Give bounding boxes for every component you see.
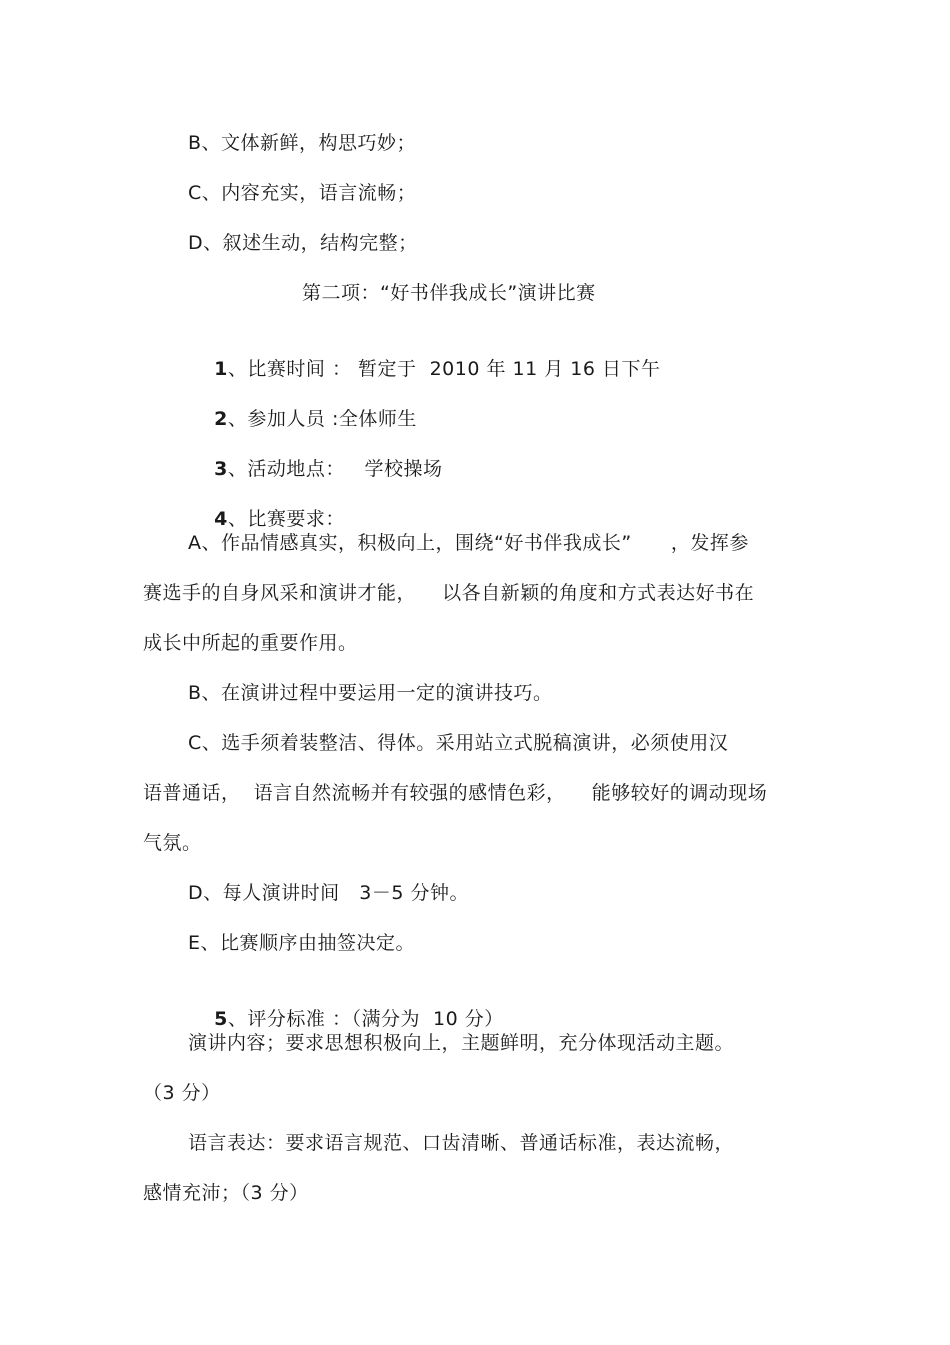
text-line: C、选手须着装整洁、得体。采用站立式脱稿演讲，必须使用汉 — [188, 732, 729, 754]
text-line: （3 分） — [143, 1082, 221, 1104]
text-line: 语言表达：要求语言规范、口齿清晰、普通话标准，表达流畅， — [188, 1132, 735, 1154]
text-line: 语普通话， 语言自然流畅并有较强的感情色彩， 能够较好的调动现场 — [143, 782, 768, 804]
item-number: 1 — [214, 358, 228, 380]
text-line: B、在演讲过程中要运用一定的演讲技巧。 — [188, 682, 553, 704]
text-line: A、作品情感真实，积极向上，围绕“好书伴我成长” ，发挥参 — [188, 532, 749, 554]
text-line: B、文体新鲜，构思巧妙； — [188, 132, 417, 154]
text-line: D、叙述生动，结构完整； — [188, 232, 418, 254]
item-text: 、比赛要求： — [227, 508, 345, 530]
section-heading: 第二项：“好书伴我成长”演讲比赛 — [302, 282, 596, 304]
text-line: 赛选手的自身风采和演讲才能， 以各自新颖的角度和方式表达好书在 — [143, 582, 755, 604]
text-line: E、比赛顺序由抽签决定。 — [188, 932, 416, 954]
item-text: 、比赛时间 ： 暂定于 2010 年 11 月 16 日下午 — [227, 358, 661, 380]
item-number: 3 — [214, 458, 228, 480]
text-line: C、内容充实，语言流畅； — [188, 182, 417, 204]
text-line: 气氛。 — [143, 832, 202, 854]
text-line: 成长中所起的重要作用。 — [143, 632, 358, 654]
item-number: 2 — [214, 408, 228, 430]
text-line: 感情充沛；（3 分） — [143, 1182, 309, 1204]
item-text: 、参加人员 :全体师生 — [227, 408, 417, 430]
text-line: 演讲内容；要求思想积极向上，主题鲜明，充分体现活动主题。 — [188, 1032, 735, 1054]
item-text: 、评分标准 ：（满分为 10 分） — [227, 1008, 504, 1030]
item-text: 、活动地点： 学校操场 — [227, 458, 443, 480]
item-number: 5 — [214, 1008, 228, 1030]
item-number: 4 — [214, 508, 228, 530]
text-line: D、每人演讲时间 3－5 分钟。 — [188, 882, 469, 904]
